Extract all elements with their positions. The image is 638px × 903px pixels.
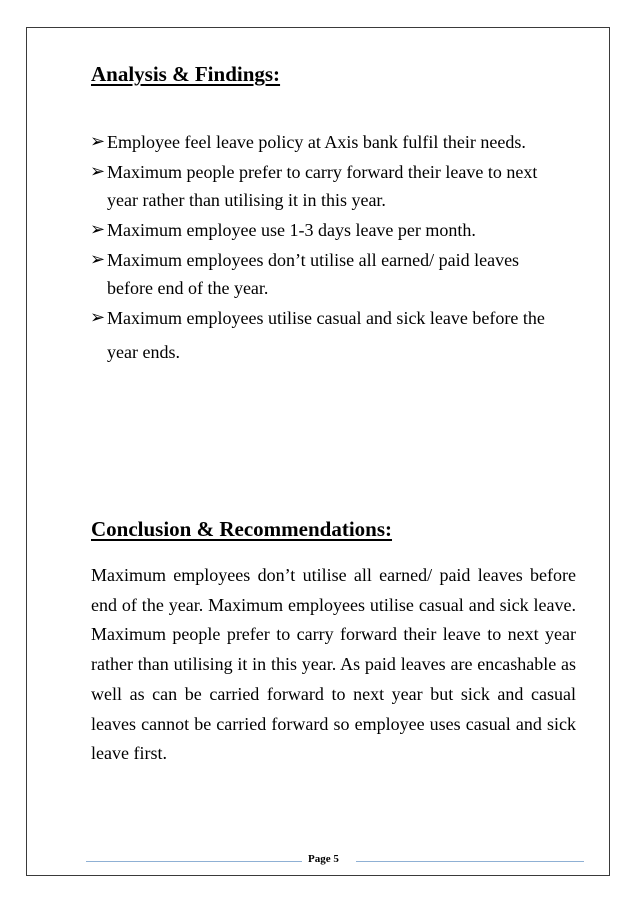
finding-text: Employee feel leave policy at Axis bank fulfil their needs. bbox=[107, 132, 526, 152]
arrow-bullet-icon: ➢ bbox=[90, 161, 106, 182]
finding-text: Maximum employee use 1-3 days leave per month. bbox=[107, 220, 476, 240]
conclusion-paragraph: Maximum employees don’t utilise all earned/ paid leaves before end of the year. Maximum employees utilise casual and sick leave. Maximum people prefer to carry forward their leave to next year rather than utilising it in this year. As paid leaves are encashable as well as can be carried forward to next year but sick and casual leaves cannot be carried forward so employee uses casual and sick leave first. bbox=[91, 565, 576, 764]
arrow-bullet-icon: ➢ bbox=[90, 249, 106, 270]
finding-text: Maximum employees don’t utilise all earned/ paid leaves before end of the year. bbox=[107, 250, 520, 298]
footer-divider-right bbox=[356, 861, 584, 862]
arrow-bullet-icon: ➢ bbox=[90, 219, 106, 240]
finding-text: Maximum employees utilise casual and sick leave before the year ends. bbox=[107, 308, 545, 362]
findings-heading: Analysis & Findings: bbox=[91, 62, 281, 86]
conclusion-heading: Conclusion & Recommendations: bbox=[91, 517, 393, 541]
footer-divider-left bbox=[86, 861, 302, 862]
findings-list bbox=[91, 128, 561, 371]
finding-item bbox=[91, 158, 561, 214]
arrow-bullet-icon: ➢ bbox=[90, 307, 106, 328]
finding-text: Maximum people prefer to carry forward their leave to next year rather than utilising it in this year. bbox=[107, 162, 538, 210]
finding-item bbox=[91, 128, 561, 156]
arrow-bullet-icon: ➢ bbox=[90, 131, 106, 152]
finding-item bbox=[91, 246, 561, 302]
page-number: Page 5 bbox=[308, 853, 339, 865]
finding-item bbox=[91, 301, 561, 369]
finding-item bbox=[91, 216, 561, 244]
